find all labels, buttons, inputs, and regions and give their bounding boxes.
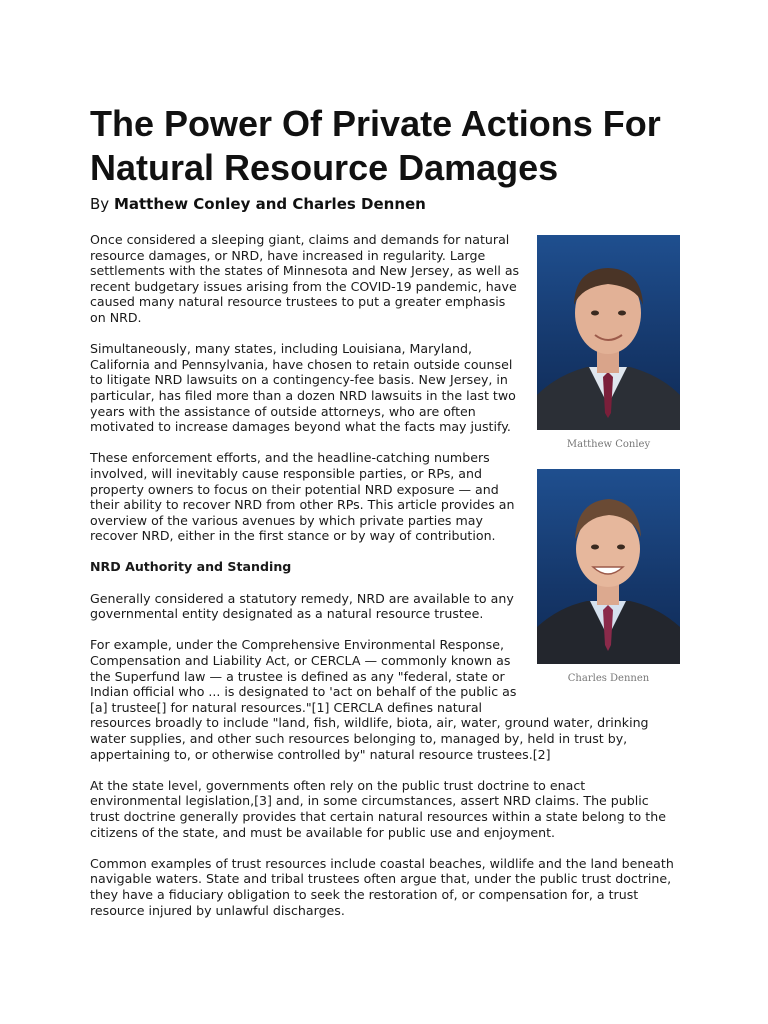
paragraph: These enforcement efforts, and the headline-catching numbers involved, will inevitably cause responsible parties, or RPs, and property owners to focus on their potential NRD exposure — and their ability to recover NRD from other RPs. This article provides an overview of the various avenues by which private parties may recover NRD, either in the first stance or by way of contribution.: [90, 450, 515, 544]
author-photo-conley: [537, 235, 680, 430]
article-title: The Power Of Private Actions For Natural Resource Damages: [90, 103, 661, 188]
author-photo-dennen: [537, 469, 680, 664]
paragraph: Generally considered a statutory remedy, NRD are available to any governmental entity designated as a natural resource trustee.: [90, 590, 514, 622]
photo-caption-conley: Matthew Conley: [566, 439, 651, 450]
paragraph: At the state level, governments often rely on the public trust doctrine to enact environmental legislation,[3] and, in some circumstances, assert NRD claims. The public trust doctrine generally provides that certain natural resources within a state belong to the citizens of the state, and must be available for public use and enjoyment.: [90, 777, 666, 840]
paragraph: For example, under the Comprehensive Environmental Response, Compensation and Liability Act, or CERCLA — commonly known as the Superfund law — a trustee is defined as any "federal, state or Indian official who ... is designated to 'act on behalf of the public as [a] trustee[] for natural resources."[1] CERCLA defines natural resources broadly to include "land, fish, wildlife, biota, air, water, ground water, drinking water supplies, and other such resources belonging to, managed by, held in trust by, appertaining to, or otherwise controlled by" natural resource trustees.[2]: [90, 637, 649, 762]
paragraph: Once considered a sleeping giant, claims and demands for natural resource damages, or NRD, have increased in regularity. Large settlements with the states of Minnesota and New Jersey, as well as recent budgetary issues arising from the COVID-19 pandemic, have caused many natural resource trustees to put a greater emphasis on NRD.: [90, 232, 520, 325]
article-body: [90, 232, 680, 934]
photo-caption-dennen: Charles Dennen: [567, 673, 650, 684]
paragraph: Common examples of trust resources include coastal beaches, wildlife and the land beneath navigable waters. State and tribal trustees often argue that, under the public trust doctrine, they have a fiduciary obligation to seek the restoration of, or compensation for, a trust resource injured by unlawful discharges.: [90, 855, 674, 918]
byline-authors: Matthew Conley and Charles Dennen: [113, 195, 426, 213]
byline: [90, 195, 426, 213]
section-heading: NRD Authority and Standing: [90, 559, 292, 575]
paragraph: Simultaneously, many states, including Louisiana, Maryland, California and Pennsylvania, have chosen to retain outside counsel to litigate NRD lawsuits on a contingency-fee basis. New Jersey, in particular, has filed more than a dozen NRD lawsuits in the last two years with the assistance of outside attorneys, who are often motivated to increase damages beyond what the facts may justify.: [90, 341, 516, 435]
byline-prefix: By: [90, 195, 110, 213]
author-photos: [537, 235, 680, 703]
person-portrait-icon: [537, 469, 680, 664]
person-portrait-icon: [537, 235, 680, 430]
